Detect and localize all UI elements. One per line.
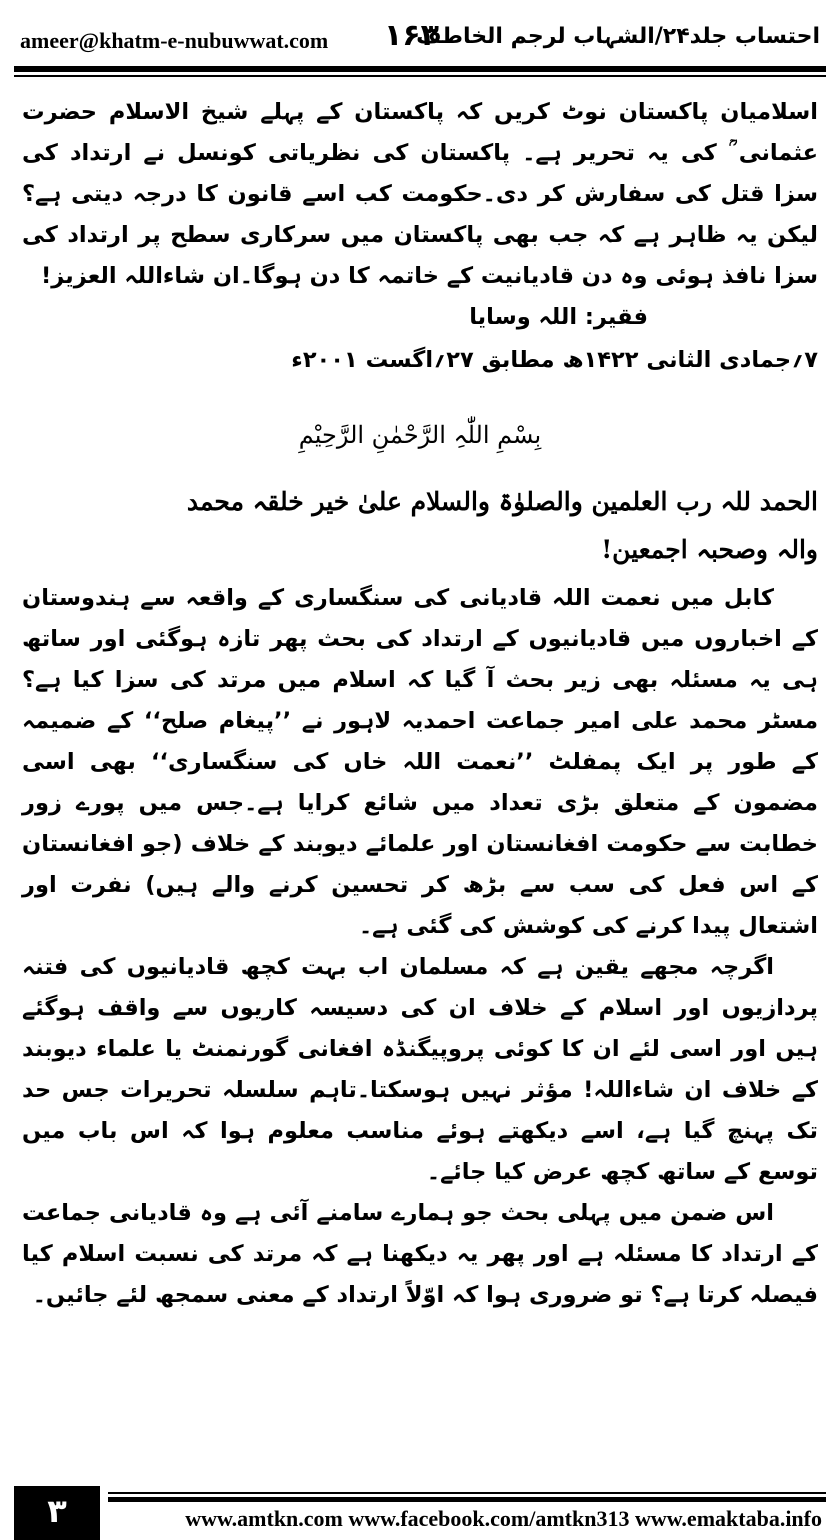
body-paragraph-1: کابل میں نعمت اللہ قادیانی کی سنگساری کے واقعہ سے ہندوستان کے اخباروں میں قادیانیوں کے ارتداد کی بحث پھر تازہ ہوگئی اور ساتھ ہی یہ مسئلہ بھی زیر بحث آ گیا کہ اسلام میں مرتد کی سزا کیا ہے؟ مسٹر محمد علی امیر جماعت احمدیہ لاہور نے ’’پیغام صلح‘‘ کے ضمیمہ کے طور پر ایک پمفلٹ ’’نعمت اللہ خاں کی سنگساری‘‘ بھی اسی مضمون کے متعلق بڑی تعداد میں شائع کرایا ہے۔جس میں پورے زور خطابت سے حکومت افغانستان اور علمائے دیوبند کے خلاف (جو افغانستان کے اس فعل کی سب سے بڑھ کر تحسین کرنے والے ہیں) نفرت اور اشتعال پیدا کرنے کی کوشش کی گئی ہے۔ — [22, 585, 818, 939]
header-rule-thin — [14, 75, 826, 77]
footer-book-number: ۳ — [14, 1486, 100, 1540]
date-line: ۷؍جمادی الثانی ۱۴۲۲ھ مطابق ۲۷؍اگست ۲۰۰۱ء — [291, 347, 818, 373]
page-footer — [0, 1486, 840, 1540]
page-body — [22, 92, 818, 1316]
header-rule-thick — [14, 66, 826, 72]
footer-rule-thin — [108, 1492, 826, 1494]
body-paragraph-2: اگرچہ مجھے یقین ہے کہ مسلمان اب بہت کچھ قادیانیوں کی فتنہ پردازیوں اور اسلام کے خلاف ان کی دسیسہ کاریوں سے واقف ہوگئے ہیں اور اسی لئے ان کا کوئی پروپیگنڈہ افغانی گورنمنٹ یا علماء دیوبند کے خلاف ان شاءاللہ! مؤثر نہیں ہوسکتا۔تاہم سلسلہ تحریرات جس حد تک پہنچ گیا ہے، اسے دیکھتے ہوئے مناسب معلوم ہوا کہ اس باب میں توسع کے ساتھ کچھ عرض کیا جائے۔ — [22, 954, 818, 1185]
bismillah-heading: بِسْمِ اللّٰہِ الرَّحْمٰنِ الرَّحِیْمِ — [298, 421, 542, 449]
body-paragraph-3: اس ضمن میں پہلی بحث جو ہمارے سامنے آئی ہے وہ قادیانی جماعت کے ارتداد کا مسئلہ ہے اور پھر یہ دیکھنا ہے کہ مرتد کی نسبت اسلام کیا فیصلہ کرتا ہے؟ تو ضروری ہوا کہ اوّلاً ارتداد کے معنی سمجھ لئے جائیں۔ — [22, 1200, 818, 1308]
footer-links[interactable]: www.amtkn.com www.facebook.com/amtkn313 www.emaktaba.info — [185, 1506, 822, 1531]
header-email: ameer@khatm-e-nubuwwat.com — [20, 28, 329, 53]
header-title: احتساب جلد۲۴/الشہاب لرجم الخاطف — [416, 24, 820, 49]
signature: فقیر: اللہ وسایا — [469, 304, 648, 330]
intro-paragraph: اسلامیان پاکستان نوٹ کریں کہ پاکستان کے پہلے شیخ الاسلام حضرت عثمانی ؒ کی یہ تحریر ہے۔ پاکستان کی نظریاتی کونسل نے ارتداد کی سزا قتل کی سفارش کر دی۔حکومت کب اسے قانون کا درجہ دیتی ہے؟ لیکن یہ ظاہر ہے کہ جب بھی پاکستان میں سرکاری سطح پر ارتداد کی سزا نافذ ہوئی وہ دن قادیانیت کے خاتمہ کا دن ہوگا۔ان شاءاللہ العزیز! — [22, 99, 818, 289]
hamd-line-2: والہ وصحبہ اجمعین! — [601, 535, 818, 564]
footer-rule-thick — [108, 1497, 826, 1502]
header-page-number: ۱۶۳ — [384, 18, 439, 53]
page-header — [12, 6, 828, 64]
hamd-line-1: الحمد للہ رب العلمین والصلوٰۃ والسلام علیٰ خیر خلقہ محمد — [186, 487, 818, 516]
